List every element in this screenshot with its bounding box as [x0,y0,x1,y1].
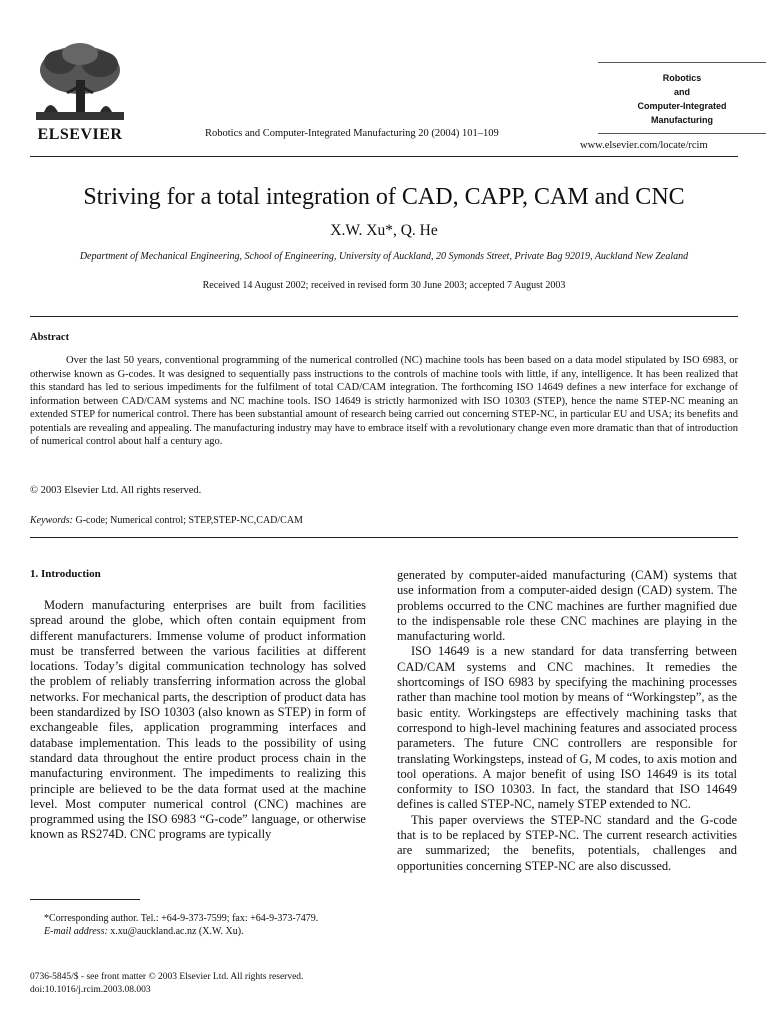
journal-box-line: and [673,87,690,97]
keywords-value: G-code; Numerical control; STEP,STEP-NC,CAD/CAM [75,515,303,526]
email-note [30,925,366,938]
keywords-label: Keywords: [30,515,73,526]
front-matter-line: 0736-5845/$ - see front matter © 2003 Elsevier Ltd. All rights reserved. [30,972,304,982]
body-paragraph: generated by computer-aided manufacturing (CAM) systems that use information from a computer-aided design (CAD) system. The problems occurred to the CNC machines are further magnified due to the indispensable role these CNC machines are playing in the manufacturing world. [397,568,737,644]
abstract-top-divider [30,316,738,317]
author-affiliation: Department of Mechanical Engineering, School of Engineering, University of Auckland, 20 Symonds Street, Private Bag 92019, Auckland New Zealand [79,251,689,262]
email-label: E-mail address: [44,926,108,937]
body-paragraph: ISO 14649 is a new standard for data transferring between CAD/CAM systems and CNC machines. It remedies the shortcomings of ISO 6983 by specifying the machining processes rather than machine tool motion by means of “Workingstep”, as the basic entity. Workingsteps are effectively machining tasks that correspond to high-level machining features and associated process parameters. The future CNC controllers are responsible for translating Workingsteps, instead of G, M codes, to axis motion and tool operations. A major benefit of using ISO 14649 is its total conformity to ISO 10303. In fact, the standard that ISO 14649 defines is called STEP-NC, namely STEP extended to NC. [397,644,737,812]
left-column [30,598,366,843]
body-paragraph: This paper overviews the STEP-NC standard and the G-code that is to be replaced by STEP-NC. The current research activities are summarized; the benefits, potentials, challenges and opportunities concerning STEP-NC are also discussed. [397,812,737,873]
doi-line: doi:10.1016/j.rcim.2003.08.003 [30,985,151,995]
journal-url-link[interactable]: www.elsevier.com/locate/rcim [580,140,708,151]
journal-box-line: Computer-Integrated [637,101,727,111]
abstract-text: Over the last 50 years, conventional programming of the numerical controlled (NC) machine tools has been based on a data model stipulated by ISO 6983, or otherwise known as G-codes. It was designed to sequentially pass instructions to the controls of machine tools with little, if any, intelligence. It has been realized that this standard has led to serious impediments for the fulfilment of total CAD/CAM integration. The forthcoming ISO 14649 defines a new interface for exchange of information between CAD/CAM systems and NC machine tools. ISO 14649 is strictly harmonized with ISO 10303 (STEP), hence the name STEP-NC meaning an extended STEP for numerical control. There has been substantial amount of research being carried out concerning STEP-NC, in particular EU and USA; its benefits and potentials are revealing and appealing. The manufacturing industry may have to embrace itself with a revolutionary change even more dramatic than that of introduction of numerical control about half a century ago. [30,355,738,447]
abstract-copyright: © 2003 Elsevier Ltd. All rights reserved. [30,485,202,496]
page-footer [30,971,303,997]
body-paragraph: Modern manufacturing enterprises are built from facilities spread around the globe, which often contain equipment from different manufacturers. Immense volume of product information must be transferred between the various facilities at different locations. Today’s digital communication technology has solved the problem of reliably transferring information across the global networks. For mechanical parts, the description of product data has been standardized by ISO 10303 (also known as STEP) in form of exchangeable files, application programming interfaces and database implementation. This leads to the possibility of using standard data throughout the entire product process chain in the manufacturing environment. The impediments to realizing this principle are believed to be the data format used at the machine level. Most computer numerical control (CNC) machines are programmed using the ISO 6983 “G-code” language, or otherwise known as RS274D. CNC programs are typically [30,598,366,842]
paper-authors: X.W. Xu*, Q. He [330,222,438,239]
publisher-name: ELSEVIER [37,126,123,143]
keywords-line [30,515,303,526]
submission-dates: Received 14 August 2002; received in revised form 30 June 2003; accepted 7 August 2003 [202,280,566,291]
keywords-divider [30,537,738,538]
footnote [30,912,366,938]
right-column [397,568,737,874]
abstract-heading: Abstract [30,332,70,343]
journal-box-line: Manufacturing [651,115,713,125]
section-heading: 1. Introduction [30,568,101,580]
footnote-divider [30,899,140,900]
paper-title: Striving for a total integration of CAD, CAPP, CAM and CNC [83,184,685,210]
header-divider [30,156,738,157]
email-address-link[interactable]: x.xu@auckland.ac.nz (X.W. Xu). [110,926,244,937]
journal-box-line: Robotics [662,73,702,83]
journal-title-box [598,62,766,134]
corresponding-author-note: *Corresponding author. Tel.: +64-9-373-7599; fax: +64-9-373-7479. [44,913,319,924]
elsevier-tree-logo [30,40,130,126]
journal-citation: Robotics and Computer-Integrated Manufacturing 20 (2004) 101–109 [205,128,499,139]
